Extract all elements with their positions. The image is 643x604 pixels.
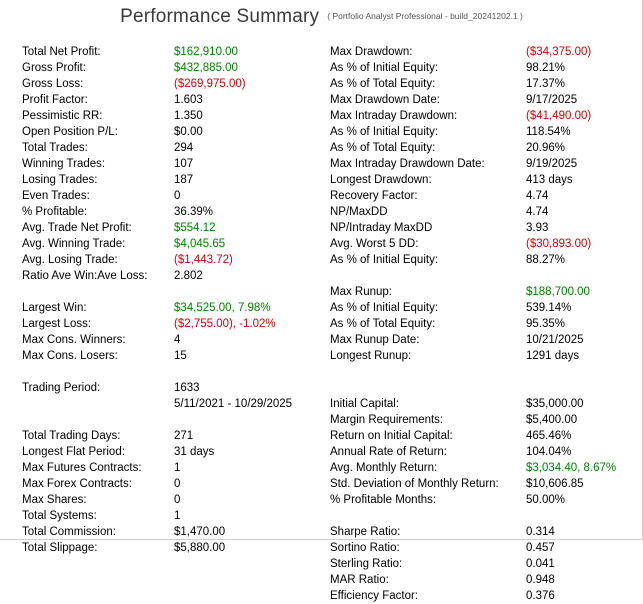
stat-value: $0.00 — [174, 126, 203, 138]
stat-value: 539.14% — [526, 302, 572, 314]
stat-value: 118.54% — [526, 126, 571, 138]
stat-label: Max Cons. Winners: — [22, 334, 126, 346]
stat-row — [22, 44, 322, 60]
stat-value: 88.27% — [526, 254, 566, 266]
stat-label: As % of Total Equity: — [330, 318, 436, 330]
stat-value: ($2,755.00), -1.02% — [174, 318, 276, 330]
stat-value: 0.457 — [526, 542, 555, 554]
stat-value: 17.37% — [526, 78, 566, 90]
stat-row — [22, 108, 322, 124]
stat-row — [330, 108, 636, 124]
stat-row — [330, 316, 636, 332]
stat-label: Max Forex Contracts: — [22, 478, 132, 490]
stat-label: Max Shares: — [22, 494, 87, 506]
stat-row — [22, 524, 322, 540]
stat-label: Longest Flat Period: — [22, 446, 125, 458]
stat-label: Largest Win: — [22, 302, 87, 314]
stat-label: As % of Initial Equity: — [330, 254, 439, 266]
stat-label: % Profitable Months: — [330, 494, 437, 506]
stat-spacer — [22, 284, 322, 300]
stat-row — [22, 124, 322, 140]
stat-label: Max Runup Date: — [330, 334, 420, 346]
stat-row — [22, 236, 322, 252]
stat-value: 107 — [174, 158, 194, 170]
stat-row — [330, 588, 636, 604]
stat-value: 413 days — [526, 174, 573, 186]
stat-spacer — [330, 508, 636, 524]
stat-label: Std. Deviation of Monthly Return: — [330, 478, 499, 490]
stat-value: $432,885.00 — [174, 62, 238, 74]
stat-value: 0 — [174, 478, 181, 490]
stat-label: Longest Drawdown: — [330, 174, 432, 186]
stat-row — [330, 572, 636, 588]
right-stats-column — [330, 44, 636, 604]
stat-label: Largest Loss: — [22, 318, 92, 330]
stat-row — [330, 300, 636, 316]
stat-row — [22, 60, 322, 76]
stat-value: 20.96% — [526, 142, 566, 154]
stat-value: $3,034.40, 8.67% — [526, 462, 617, 474]
stat-row — [22, 508, 322, 524]
stat-value: 36.39% — [174, 206, 214, 218]
stat-row — [22, 316, 322, 332]
stat-value: ($30,893.00) — [526, 238, 592, 250]
stat-label: Avg. Worst 5 DD: — [330, 238, 419, 250]
stat-label: Total Trading Days: — [22, 430, 121, 442]
stat-row — [330, 444, 636, 460]
stat-row — [330, 76, 636, 92]
stat-row — [330, 236, 636, 252]
stat-row — [330, 332, 636, 348]
stat-row — [330, 204, 636, 220]
stat-label: Recovery Factor: — [330, 190, 418, 202]
stat-spacer — [330, 364, 636, 380]
stat-label: Avg. Losing Trade: — [22, 254, 118, 266]
stat-row — [330, 156, 636, 172]
stat-label: Pessimistic RR: — [22, 110, 103, 122]
stat-label: Sortino Ratio: — [330, 542, 400, 554]
stat-spacer — [330, 268, 636, 284]
stat-label: Return on Initial Capital: — [330, 430, 453, 442]
stat-value: 2.802 — [174, 270, 203, 282]
stat-row — [22, 380, 322, 396]
stat-value: $5,880.00 — [174, 542, 226, 554]
stat-row — [330, 540, 636, 556]
stat-row — [330, 252, 636, 268]
stat-value: 10/21/2025 — [526, 334, 584, 346]
stat-value: 465.46% — [526, 430, 572, 442]
stat-value: $5,400.00 — [526, 414, 578, 426]
stat-row — [22, 396, 322, 412]
stat-label: As % of Initial Equity: — [330, 126, 439, 138]
stat-value: 0 — [174, 494, 181, 506]
stat-label: Annual Rate of Return: — [330, 446, 447, 458]
stat-row — [22, 252, 322, 268]
stat-label: Trading Period: — [22, 382, 101, 394]
stat-label: Longest Runup: — [330, 350, 412, 362]
stat-label: Max Runup: — [330, 286, 393, 298]
stat-value: 3.93 — [526, 222, 549, 234]
stat-value: ($41,490.00) — [526, 110, 592, 122]
stat-value: 1291 days — [526, 350, 580, 362]
stat-label: Ratio Ave Win:Ave Loss: — [22, 270, 148, 282]
stat-row — [330, 60, 636, 76]
stat-label: Open Position P/L: — [22, 126, 118, 138]
stat-value: $162,910.00 — [174, 46, 238, 58]
stat-value: 104.04% — [526, 446, 572, 458]
stat-row — [330, 524, 636, 540]
stat-row — [22, 300, 322, 316]
stat-label: NP/MaxDD — [330, 206, 388, 218]
report-header — [0, 6, 643, 28]
stat-row — [22, 428, 322, 444]
stat-row — [22, 76, 322, 92]
stat-value: 294 — [174, 142, 194, 154]
stat-label: Profit Factor: — [22, 94, 88, 106]
stat-label: Efficiency Factor: — [330, 590, 418, 602]
stat-label: Max Intraday Drawdown Date: — [330, 158, 485, 170]
stat-label: Max Drawdown Date: — [330, 94, 440, 106]
stat-value: $34,525.00, 7.98% — [174, 302, 271, 314]
stat-value: 4 — [174, 334, 181, 346]
stat-label: Total Systems: — [22, 510, 97, 522]
stat-label: Max Drawdown: — [330, 46, 413, 58]
stat-row — [330, 412, 636, 428]
stat-value: 4.74 — [526, 206, 549, 218]
stat-label: Total Net Profit: — [22, 46, 101, 58]
stat-label: Losing Trades: — [22, 174, 98, 186]
stat-value: $554.12 — [174, 222, 216, 234]
stat-value: $35,000.00 — [526, 398, 584, 410]
stat-value: 15 — [174, 350, 187, 362]
left-stats-column — [22, 44, 322, 556]
stat-row — [22, 204, 322, 220]
stat-row — [330, 124, 636, 140]
stat-label: As % of Total Equity: — [330, 78, 436, 90]
stat-value: $4,045.65 — [174, 238, 226, 250]
stat-label: As % of Initial Equity: — [330, 302, 439, 314]
stat-row — [22, 348, 322, 364]
stat-value: 1 — [174, 510, 181, 522]
stat-value: 187 — [174, 174, 194, 186]
stat-row — [330, 172, 636, 188]
stat-label: As % of Initial Equity: — [330, 62, 439, 74]
stat-row — [22, 476, 322, 492]
stat-label: Total Slippage: — [22, 542, 98, 554]
stat-label: Gross Loss: — [22, 78, 84, 90]
stat-spacer — [22, 364, 322, 380]
stat-row — [22, 444, 322, 460]
stat-value: 1 — [174, 462, 181, 474]
stat-label: NP/Intraday MaxDD — [330, 222, 433, 234]
stat-row — [22, 492, 322, 508]
stat-label: Even Trades: — [22, 190, 90, 202]
stat-label: Avg. Trade Net Profit: — [22, 222, 132, 234]
stat-value: 4.74 — [526, 190, 549, 202]
stat-row — [22, 156, 322, 172]
stat-label: Initial Capital: — [330, 398, 400, 410]
stat-value: $188,700.00 — [526, 286, 590, 298]
stat-label: As % of Total Equity: — [330, 142, 436, 154]
stat-row — [330, 476, 636, 492]
stat-row — [22, 188, 322, 204]
stat-row — [22, 540, 322, 556]
stat-spacer — [22, 412, 322, 428]
stat-value: 9/19/2025 — [526, 158, 578, 170]
stat-label: Sterling Ratio: — [330, 558, 403, 570]
stat-row — [22, 172, 322, 188]
stat-row — [330, 188, 636, 204]
stat-value: 9/17/2025 — [526, 94, 578, 106]
stat-value: 0.948 — [526, 574, 555, 586]
page-title: Performance Summary — [120, 6, 320, 27]
stat-row — [22, 140, 322, 156]
stat-row — [330, 284, 636, 300]
stat-value: 95.35% — [526, 318, 566, 330]
stat-row — [330, 396, 636, 412]
stat-label: % Profitable: — [22, 206, 88, 218]
stat-label: Margin Requirements: — [330, 414, 444, 426]
stat-row — [330, 348, 636, 364]
stat-label: Sharpe Ratio: — [330, 526, 401, 538]
stat-label: Winning Trades: — [22, 158, 106, 170]
stat-label: Max Intraday Drawdown: — [330, 110, 458, 122]
stat-value: 0 — [174, 190, 181, 202]
stat-label: Total Commission: — [22, 526, 116, 538]
stat-row — [330, 140, 636, 156]
stat-value: 98.21% — [526, 62, 566, 74]
stat-row — [330, 492, 636, 508]
stat-value: $1,470.00 — [174, 526, 226, 538]
stat-value: 0.314 — [526, 526, 555, 538]
stat-row — [22, 268, 322, 284]
stat-value: 271 — [174, 430, 194, 442]
stat-label: Avg. Winning Trade: — [22, 238, 126, 250]
stat-row — [330, 428, 636, 444]
stat-value: $10,606.85 — [526, 478, 584, 490]
stat-value: 0.376 — [526, 590, 555, 602]
stat-value: 31 days — [174, 446, 215, 458]
stat-row — [330, 44, 636, 60]
stat-label: Avg. Monthly Return: — [330, 462, 438, 474]
stat-value: ($1,443.72) — [174, 254, 233, 266]
stat-label: Max Cons. Losers: — [22, 350, 118, 362]
stat-row — [330, 556, 636, 572]
stat-row — [22, 460, 322, 476]
stat-label: Max Futures Contracts: — [22, 462, 142, 474]
stat-row — [22, 220, 322, 236]
stat-row — [330, 460, 636, 476]
stat-value: 1.350 — [174, 110, 203, 122]
stat-value: ($269,975.00) — [174, 78, 246, 90]
stat-row — [22, 332, 322, 348]
stat-row — [22, 92, 322, 108]
stat-value: 5/11/2021 - 10/29/2025 — [174, 398, 293, 410]
stat-value: 1.603 — [174, 94, 203, 106]
stat-row — [330, 220, 636, 236]
stat-value: 0.041 — [526, 558, 555, 570]
stat-spacer — [330, 380, 636, 396]
stat-value: 1633 — [174, 382, 200, 394]
stat-label: Total Trades: — [22, 142, 88, 154]
report-subtitle: ( Portfolio Analyst Professional - build_20241202.1 ) — [327, 11, 523, 21]
stat-row — [330, 92, 636, 108]
stat-value: ($34,375.00) — [526, 46, 592, 58]
stat-label: Gross Profit: — [22, 62, 86, 74]
stat-label: MAR Ratio: — [330, 574, 389, 586]
stat-value: 50.00% — [526, 494, 566, 506]
